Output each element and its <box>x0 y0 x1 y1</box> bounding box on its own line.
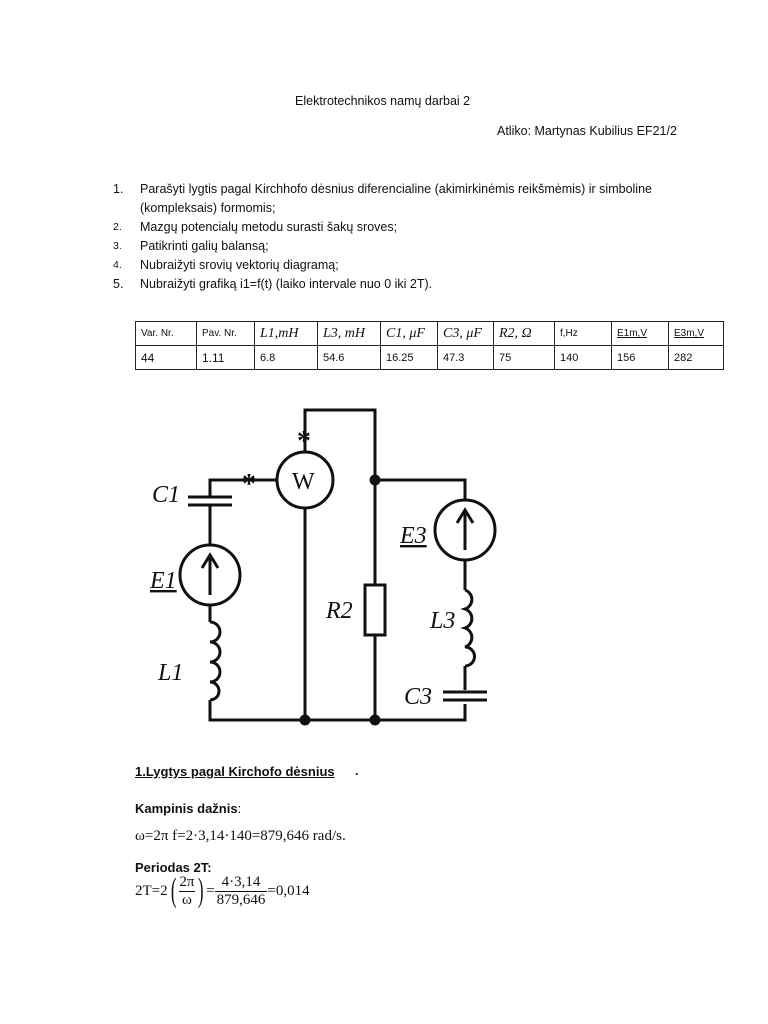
resistor-r2 <box>365 585 385 635</box>
table-header: Var. Nr. <box>136 322 197 346</box>
section-heading: 1.Lygtys pagal Kirchofo dėsnius <box>135 764 335 779</box>
wires <box>210 410 465 720</box>
omega-equation: ω=2π f=2·3,14·140=879,646 rad/s. <box>135 828 346 844</box>
table-cell: 1.11 <box>197 346 255 370</box>
item-number: 2. <box>113 221 122 233</box>
item-number: 1. <box>113 182 124 196</box>
omega-label: Kampinis dažnis: <box>135 801 242 816</box>
star-mark: * <box>297 426 311 457</box>
item-text: Nubraižyti srovių vektorių diagramą; <box>140 258 339 272</box>
period-label: Periodas 2T: <box>135 860 212 875</box>
table-header: L3, mH <box>318 322 381 346</box>
fraction <box>179 874 195 909</box>
table-header: C1, μF <box>381 322 438 346</box>
source-e3 <box>435 500 495 560</box>
node-dot <box>371 476 379 484</box>
source-e1 <box>180 545 240 605</box>
document-title: Elektrotechnikos namų darbai 2 <box>295 94 471 108</box>
item-number: 5. <box>113 277 124 291</box>
table-header: Pav. Nr. <box>197 322 255 346</box>
capacitor-c3 <box>443 692 487 700</box>
node-dot <box>371 716 379 724</box>
table-cell: 75 <box>494 346 555 370</box>
label-e1: E1 <box>150 568 177 594</box>
table-cell: 140 <box>555 346 612 370</box>
item-text: Patikrinti galių balansą; <box>140 239 269 253</box>
capacitor-c1 <box>188 497 232 505</box>
fraction <box>215 874 268 909</box>
eq-result: =0,014 <box>267 882 310 899</box>
label-l1: L1 <box>158 660 184 686</box>
table-cell: 54.6 <box>318 346 381 370</box>
inductor-l1 <box>210 622 220 700</box>
table-header: C3, μF <box>438 322 494 346</box>
numerator: 4·3,14 <box>221 873 261 890</box>
label-e3: E3 <box>400 523 427 549</box>
eq-part: 2T=2 <box>135 882 168 899</box>
item-text: Parašyti lygtis pagal Kirchhofo dėsnius diferencialine (akimirkinėmis reikšmėmis) ir simboline (kompleksais) formomis; <box>140 182 652 215</box>
item-number: 4. <box>113 259 122 271</box>
label-c1: C1 <box>152 482 181 508</box>
inductor-l3 <box>465 590 475 666</box>
table-cell: 44 <box>136 346 197 370</box>
label-l3: L3 <box>430 608 456 634</box>
table-header: L1,mH <box>255 322 318 346</box>
label-r2: R2 <box>326 598 353 624</box>
table-header: R2, Ω <box>494 322 555 346</box>
period-equation: 2T=2 ( $\frac{2\pi}{\omega}$ ) = $\frac{4\cdot 3,14}{879,646}$ =0,014 <box>135 872 310 909</box>
item-text: Mazgų potencialų metodu surasti šakų sroves; <box>140 220 398 234</box>
table-cell: 6.8 <box>255 346 318 370</box>
star-mark: * <box>242 469 256 500</box>
numerator: 2π <box>179 873 195 890</box>
table-cell: 156 <box>612 346 669 370</box>
item-number: 3. <box>113 240 122 252</box>
table-cell: 282 <box>669 346 724 370</box>
node-dot <box>301 716 309 724</box>
document-page: Elektrotechnikos namų darbai 2 Atliko: Martynas Kubilius EF21/2 1. Parašyti lygtis pagal Kirchhofo dėsnius diferencialine (akimirkinėmis reikšmėmis) ir simboline (kompleksais) formomis; 2. Mazgų potencialų metodu surasti šakų sroves; 3. Patikrinti galių balansą; 4. Nubraižyti srovių vektorių diagramą; 5. Nubraižyti grafiką i1=f(t) (laiko intervale nuo 0 iki 2T). Var. Nr. Pav. Nr. L1,mH L3, mH C1, μF C3, μF R2, Ω f,Hz E1m,V E3m,V 44 1.11 6.8 54.6 16.25 47.3 75 140 156 282 W * * C1 E1 L1 R2 E3 L3 C3 1.Lygtys pagal Kirchofo dėsnius . Kampinis dažnis: ω=2π f=2·3,14·140=879,646 rad/s. Periodas 2T: 2T=2 ( $\frac{2\pi}{\omega}$ ) = $\frac{4\cdot 3,14}{879,646}$ =0,014 <box>0 0 768 1024</box>
table-header: E3m,V <box>669 322 724 346</box>
denominator: 879,646 <box>216 891 266 908</box>
table-cell: 16.25 <box>381 346 438 370</box>
label-w: W <box>292 469 315 495</box>
item-text: Nubraižyti grafiką i1=f(t) (laiko intervale nuo 0 iki 2T). <box>140 277 433 291</box>
label-c3: C3 <box>404 684 433 710</box>
author-line: Atliko: Martynas Kubilius EF21/2 <box>497 124 677 138</box>
table-header: E1m,V <box>612 322 669 346</box>
table-header: f,Hz <box>555 322 612 346</box>
denominator: ω <box>179 891 195 909</box>
omega-label-text: Kampinis dažnis <box>135 801 238 816</box>
table-cell: 47.3 <box>438 346 494 370</box>
